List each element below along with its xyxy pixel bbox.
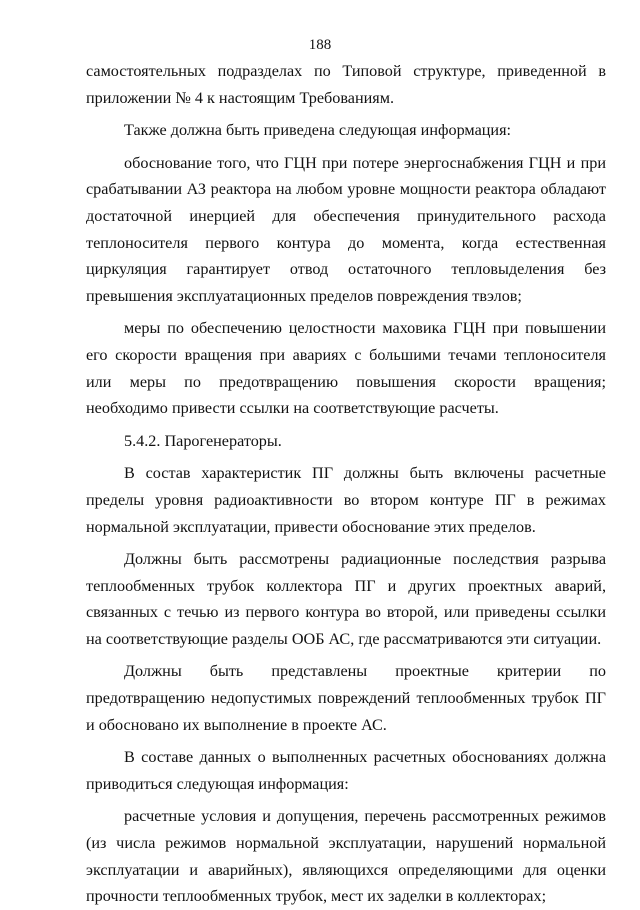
- paragraph-radioactivity-limits: В состав характеристик ПГ должны быть включены расчетные пределы уровня радиоактивности во втором контуре ПГ в режимах нормальной эксплуатации, привести обоснование этих пределов.: [86, 464, 606, 536]
- page-number: 188: [308, 37, 332, 53]
- paragraph-info-intro: Также должна быть приведена следующая информация:: [124, 121, 512, 140]
- paragraph-calc-conditions: расчетные условия и допущения, перечень рассмотренных режимов (из числа режимов нормальной эксплуатации, нарушений нормальной эксплуатации и аварийных), являющихся определяющими для оценки прочности теплообменных трубок, мест их заделки в коллекторах;: [86, 807, 606, 906]
- paragraph-design-criteria: Должны быть представлены проектные критерии по предотвращению недопустимых повреждений теплообменных трубок ПГ и обосновано их выполнение в проекте АС.: [86, 662, 606, 734]
- paragraph-gcn-inertia: обоснование того, что ГЦН при потере энергоснабжения ГЦН и при срабатывании АЗ реактора на любом уровне мощности реактора обладают достаточной инерцией для обеспечения принудительного расхода теплоносителя первого контура до момента, когда естественная циркуляция гарантирует отвод остаточного тепловыделения без превышения эксплуатационных пределов повреждения твэлов;: [86, 153, 606, 305]
- paragraph-calc-data-intro: В составе данных о выполненных расчетных обоснованиях должна приводиться следующая информация:: [86, 748, 606, 793]
- paragraph-tube-rupture: Должны быть рассмотрены радиационные последствия разрыва теплообменных трубок коллектора ПГ и других проектных аварий, связанных с течью из первого контура во второй, или приведены ссылки на соответствующие разделы ООБ АС, где рассматриваются эти ситуации.: [86, 550, 606, 648]
- paragraph-continuation: самостоятельных подразделах по Типовой структуре, приведенной в приложении № 4 к настоящим Требованиям.: [86, 62, 606, 107]
- section-heading-steam-generators: 5.4.2. Парогенераторы.: [124, 431, 282, 450]
- document-body: [86, 58, 606, 910]
- paragraph-flywheel-integrity: меры по обеспечению целостности маховика ГЦН при повышении его скорости вращения при авариях с большими течами теплоносителя или меры по предотвращению повышения скорости вращения; необходимо привести ссылки на соответствующие расчеты.: [86, 319, 606, 418]
